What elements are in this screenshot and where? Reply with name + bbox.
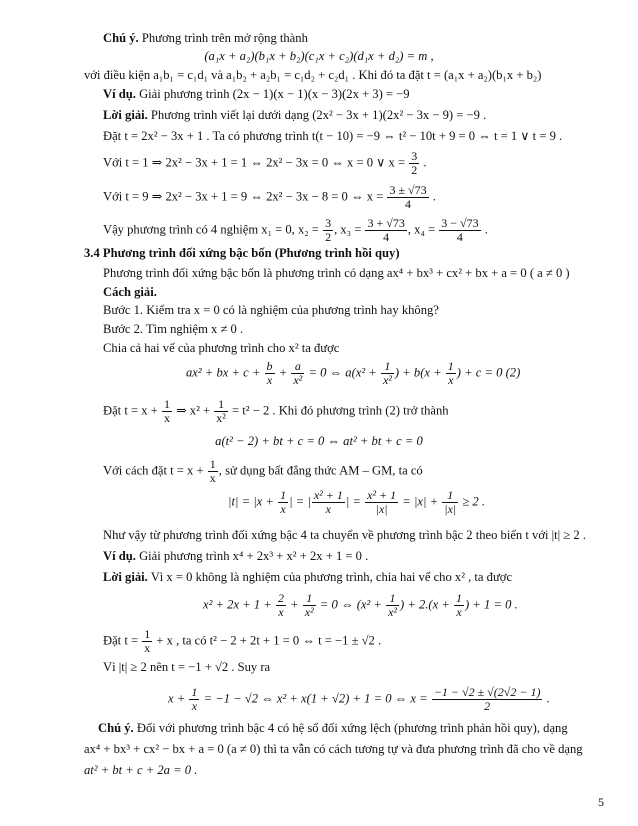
- note1-equation: (a₁x + a₂)(b₁x + b₂)(c₁x + c₂)(d₁x + d₂) = m ,: [204, 49, 434, 63]
- example1: Ví dụ. Giải phương trình (2x − 1)(x − 1)(x − 3)(2x + 3) = −9: [103, 87, 410, 101]
- case2-fraction: $\frac{3 \pm √73}{4}$: [389, 183, 427, 211]
- method-heading: Cách giải.: [103, 285, 157, 299]
- equation-2: ax² + bx + c + $\frac{b}{x}$ + $\frac{a}{\text{x²}}$ = 0 ⇔ a(x² + $\frac{1}{\text{x²}}$ ) + b(x + $\frac{1}{x}$ ) + c = 0 (2): [186, 359, 521, 387]
- solution2-since: Vì |t| ≥ 2 nên t = −1 + √2 . Suy ra: [103, 660, 271, 674]
- section-summary: Như vậy từ phương trình đối xứng bậc 4 ta chuyển về phương trình bậc 2 theo biến t với |t| ≥ 2 .: [103, 528, 586, 542]
- divide-text: Chia cả hai vế của phương trình cho x² ta được: [103, 341, 340, 355]
- page-number: 5: [598, 795, 604, 809]
- set-t-line: Đặt t = x + $\frac{1}{x}$ ⇒ x² + $\frac{1}{\text{x²}}$ = t² − 2 . Khi đó phương trình (2) trở thành: [103, 397, 449, 425]
- solution1-line: Lời giải. Phương trình viết lại dưới dạng (2x² − 3x + 1)(2x² − 3x − 9) = −9 .: [103, 108, 487, 122]
- solution1-conclusion: Vậy phương trình có 4 nghiệm x₁ = 0, x₂ = $\frac{3}{2}$ , x₃ = $\frac{3 + √73}{4}$ , x₄ = $\frac{3 - √73}{4}$ .: [103, 216, 488, 244]
- note2-line2: ax⁴ + bx³ + cx² − bx + a = 0 (a ≠ 0) thì ta vẫn có cách tương tự và đưa phương trình đã cho về dạng: [84, 742, 583, 756]
- x4-fraction: $\frac{3 - √73}{4}$: [441, 216, 479, 244]
- note1-condition: với điều kiện a₁b₁ = c₁d₁ và a₁b₂ + a₂b₁ = c₁d₂ + c₂d₁ . Khi đó ta đặt t = (a₁x + a₂)(b₁x + b₂): [84, 68, 542, 82]
- solution1-set-t: Đặt t = 2x² − 3x + 1 . Ta có phương trình t(t − 10) = −9 ⇔ t² − 10t + 9 = 0 ⇔ t = 1 ∨ t = 9 .: [103, 129, 563, 143]
- solution2-equation: x² + 2x + 1 + $\frac{2}{x}$ + $\frac{1}{\text{x²}}$ = 0 ⇔ (x² + $\frac{1}{\text{x²}}$ ) + 2.(x + $\frac{1}{x}$ ) + 1 = 0 .: [203, 591, 518, 619]
- solution2-set-t: Đặt t = $\frac{1}{x}$ + x , ta có t² − 2 + 2t + 1 = 0 ⇔ t = −1 ± √2 .: [103, 627, 382, 655]
- note1-intro: Chú ý. Phương trình trên mở rộng thành: [103, 31, 308, 45]
- section-title: 3.4 Phương trình đối xứng bậc bốn (Phương trình hồi quy): [84, 246, 400, 260]
- solution2-line: Lời giải. Vì x = 0 không là nghiệm của phương trình, chia hai vế cho x² , ta được: [103, 570, 513, 584]
- solution2-final: x + $\frac{1}{x}$ = −1 − √2 ⇔ x² + x(1 + √2) + 1 = 0 ⇔ x = $\frac{-1 - √2 \pm √(2√2 - 1)}{2}$ .: [168, 685, 550, 713]
- solution1-case1: Với t = 1 ⇒ 2x² − 3x + 1 = 1 ⇔ 2x² − 3x = 0 ⇔ x = 0 ∨ x = $\frac{3}{2}$ .: [103, 149, 427, 177]
- x3-fraction: $\frac{3 + √73}{4}$: [367, 216, 405, 244]
- section-definition: Phương trình đối xứng bậc bốn là phương trình có dạng ax⁴ + bx³ + cx² + bx + a = 0 ( a ≠ 0 ): [103, 266, 570, 280]
- example2: Ví dụ. Giải phương trình x⁴ + 2x³ + x² + 2x + 1 = 0 .: [103, 549, 369, 563]
- amgm-inequality: |t| = |x + $\frac{1}{x}$ | = | $\frac{\text{x² + 1}}{x}$ | = $\frac{\text{x² + 1}}{|x|}$ = |x| + $\frac{1}{|x|}$ ≥ 2 .: [228, 488, 486, 516]
- equation-3: a(t² − 2) + bt + c = 0 ⇔ at² + bt + c = 0: [215, 434, 423, 448]
- amgm-intro: Với cách đặt t = x + $\frac{1}{x}$ , sử dụng bất đẳng thức AM – GM, ta có: [103, 457, 423, 485]
- x2-fraction: $\frac{3}{2}$: [325, 216, 332, 244]
- case1-fraction: $\frac{3}{2}$: [411, 149, 418, 177]
- step-2: Bước 2. Tìm nghiệm x ≠ 0 .: [103, 322, 244, 336]
- solution1-case2: Với t = 9 ⇒ 2x² − 3x + 1 = 9 ⇔ 2x² − 3x − 8 = 0 ⇔ x = $\frac{3 \pm √73}{4}$ .: [103, 183, 436, 211]
- step-1: Bước 1. Kiểm tra x = 0 có là nghiệm của phương trình hay không?: [103, 303, 439, 317]
- note2-line1: Chú ý. Đối với phương trình bậc 4 có hệ số đối xứng lệch (phương trình phản hồi quy), dạng: [98, 721, 568, 735]
- note2-line3: at² + bt + c + 2a = 0 .: [84, 763, 198, 777]
